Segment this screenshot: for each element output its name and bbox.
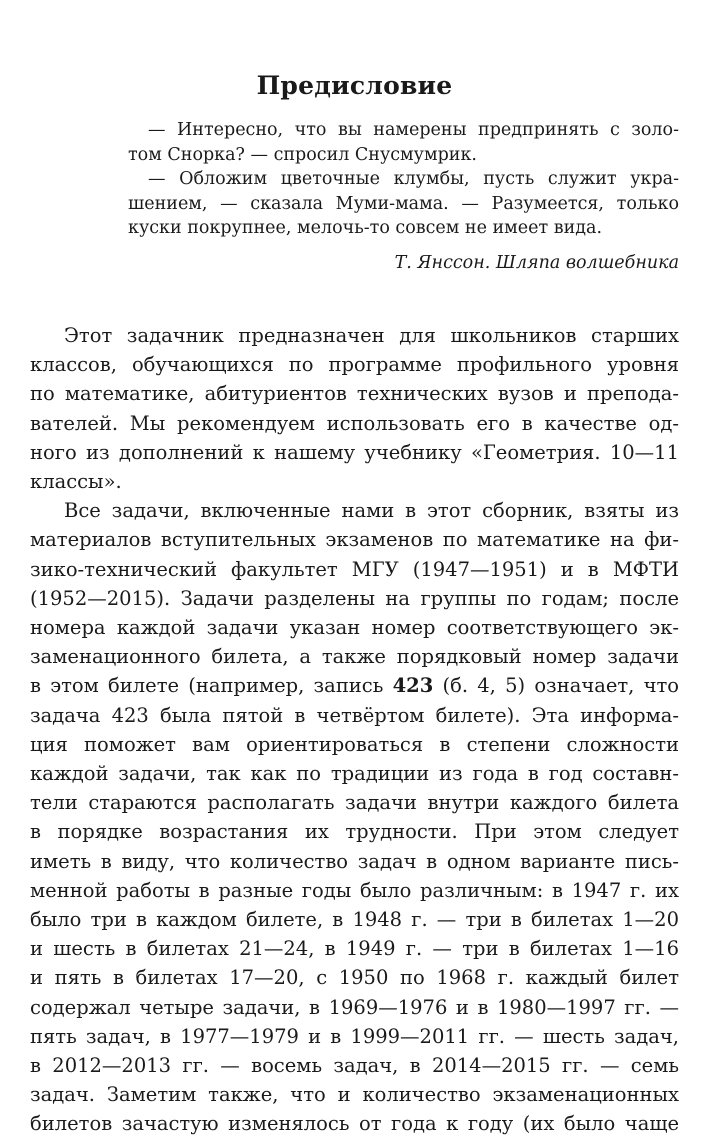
epigraph-line: — Обложим цветочные клумбы, пусть служит укра- xyxy=(148,169,679,189)
text-line: задача 423 была пятой в четвёртом билете). Эта информа- xyxy=(30,703,679,727)
epigraph-line: куски покрупнее, мелочь-то совсем не имеет вида. xyxy=(128,218,603,238)
text-line: было три в каждом билете, в 1948 г. — три в билетах 1—20 xyxy=(30,908,679,932)
body-text xyxy=(30,321,679,1139)
text-line: задач. Заметим также, что и количество экзаменационных xyxy=(30,1083,679,1107)
text-line: (1952—2015). Задачи разделены на группы по годам; после xyxy=(30,586,679,610)
text-line: билетов зачастую изменялось от года к году (их было чаще xyxy=(30,1112,679,1136)
text-line: каждой задачи, так как по традиции из года в год составн- xyxy=(30,762,679,786)
epigraph-line-continuation xyxy=(128,192,679,217)
text-line: менной работы в разные годы было различным: в 1947 г. их xyxy=(30,878,679,902)
text-line: зико-технический факультет МГУ (1947—1951) и в МФТИ xyxy=(30,557,679,581)
text-line xyxy=(30,671,679,700)
text-line: по математике, абитуриентов технических вузов и препода- xyxy=(30,382,679,406)
epigraph-line: том Снорка? — спросил Снусмумрик. xyxy=(128,144,477,165)
paragraph-2 xyxy=(30,496,679,1138)
text-line: Этот задачник предназначен для школьников старших xyxy=(64,324,679,347)
text-line: содержал четыре задачи, в 1969—1976 и в 1980—1997 гг. — xyxy=(30,995,679,1019)
epigraph-line: шением, — сказала Муми-мама. — Разумеется, только xyxy=(128,193,679,214)
text-line: классы». xyxy=(30,470,122,494)
text-line: и пять в билетах 17—20, с 1950 по 1968 г. каждый билет xyxy=(30,966,679,990)
text-segment: в этом билете (например, запись xyxy=(30,674,393,698)
text-line: Все задачи, включенные нами в этот сборник, взяты из xyxy=(64,499,679,523)
epigraph-paragraph-2 xyxy=(128,167,679,192)
epigraph-source: Т. Янссон. Шляпа волшебника xyxy=(394,252,679,273)
epigraph-paragraph-1 xyxy=(128,118,679,143)
text-line: вателей. Мы рекомендуем использовать его в качестве од- xyxy=(30,411,679,435)
text-line: классов, обучающихся по программе профильного уровня xyxy=(30,353,679,377)
text-line: заменационного билета, а также порядковый номер задачи xyxy=(30,645,679,669)
text-line: пять задач, в 1977—1979 и в 1999—2011 гг. — шесть задач, xyxy=(30,1024,679,1048)
paragraph-1 xyxy=(30,321,679,496)
text-line: номера каждой задачи указан номер соответствующего эк- xyxy=(30,616,679,640)
text-line: материалов вступительных экзаменов по математике на фи- xyxy=(30,528,679,552)
task-number-example: 423 xyxy=(392,674,434,698)
epigraph-line-continuation xyxy=(128,143,679,168)
text-segment: (б. 4, 5) означает, что xyxy=(433,674,679,698)
text-line: тели стараются располагать задачи внутри каждого билета xyxy=(30,791,679,815)
text-line: и шесть в билетах 21—24, в 1949 г. — три в билетах 1—16 xyxy=(30,937,679,961)
page xyxy=(30,66,679,1139)
text-line: в порядке возрастания их трудности. При этом следует xyxy=(30,820,679,844)
text-line: ного из дополнений к нашему учебнику «Геометрия. 10—11 xyxy=(30,440,679,464)
epigraph-line-continuation xyxy=(128,216,679,241)
epigraph-line: — Интересно, что вы намерены предпринять с золо- xyxy=(148,120,679,140)
text-line: ция поможет вам ориентироваться в степени сложности xyxy=(30,732,679,756)
page-title: Предисловие xyxy=(256,71,453,100)
text-line: в 2012—2013 гг. — восемь задач, в 2014—2015 гг. — семь xyxy=(30,1054,679,1078)
epigraph xyxy=(128,118,679,275)
text-line: иметь в виду, что количество задач в одном варианте пись- xyxy=(30,849,679,873)
